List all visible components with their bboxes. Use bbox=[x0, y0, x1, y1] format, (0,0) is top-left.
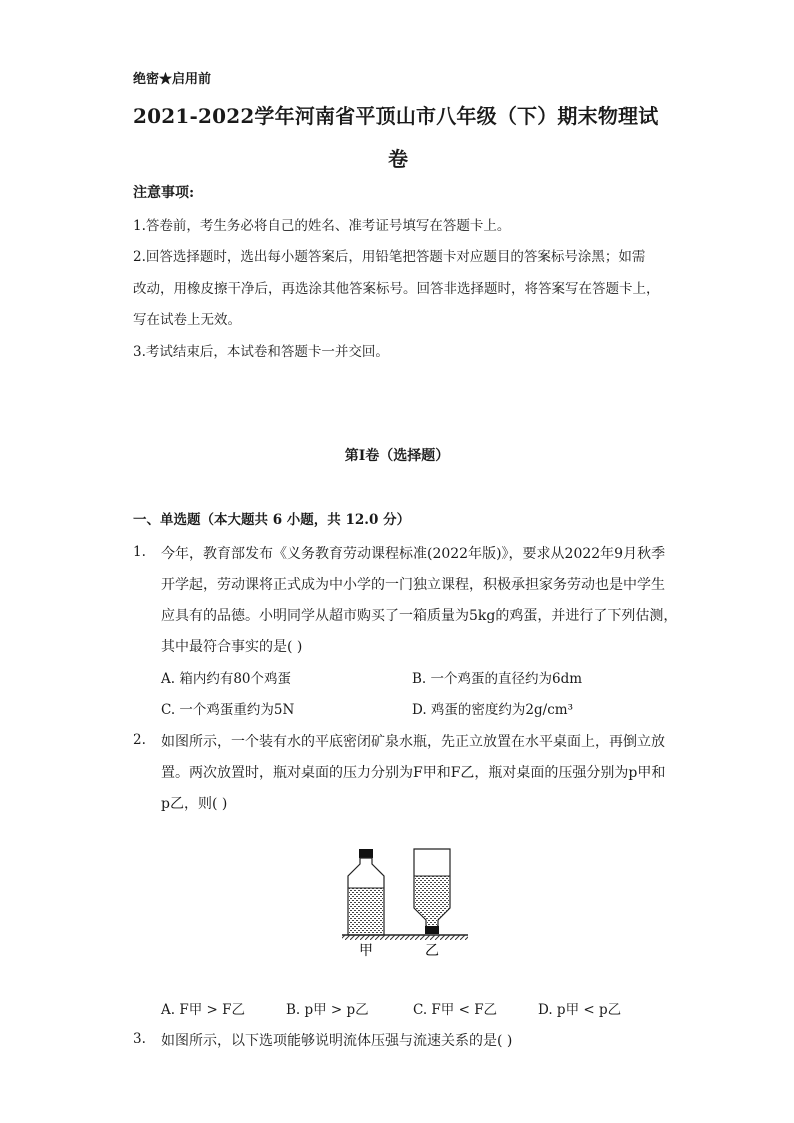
question-text-line: 如图所示，一个装有水的平底密闭矿泉水瓶，先正立放置在水平桌面上，再倒立放 bbox=[161, 734, 665, 750]
upright-bottle bbox=[348, 849, 384, 935]
question-number: 3. bbox=[133, 1031, 146, 1047]
question-text-line: p乙，则( ) bbox=[161, 796, 228, 812]
exam-title-continued: 卷 bbox=[388, 147, 408, 171]
option-a[interactable]: A. 箱内约有80个鸡蛋 bbox=[161, 671, 292, 687]
question-number: 1. bbox=[133, 544, 146, 560]
notice-line: 3.考试结束后，本试卷和答题卡一并交回。 bbox=[133, 344, 389, 360]
confidential-label: 绝密★启用前 bbox=[133, 72, 212, 87]
notice-line: 写在试卷上无效。 bbox=[133, 312, 241, 328]
option-a[interactable]: A. F甲 > F乙 bbox=[161, 1002, 245, 1018]
figure-label-right: 乙 bbox=[425, 943, 439, 959]
exam-title: 2021-2022学年河南省平顶山市八年级（下）期末物理试 bbox=[133, 104, 659, 128]
option-b[interactable]: B. 一个鸡蛋的直径约为6dm bbox=[412, 671, 583, 687]
notice-line: 2.回答选择题时，选出每小题答案后，用铅笔把答题卡对应题目的答案标号涂黑；如需 bbox=[133, 249, 646, 265]
question-text-line: 今年，教育部发布《义务教育劳动课程标准(2022年版)》，要求从2022年9月秋季 bbox=[161, 546, 666, 562]
figure-label-left: 甲 bbox=[359, 943, 373, 959]
question-text-line: 置。两次放置时，瓶对桌面的压力分别为F甲和F乙，瓶对桌面的压强分别为p甲和 bbox=[161, 765, 666, 781]
question-number: 2. bbox=[133, 732, 146, 748]
section-title: 第Ⅰ卷（选择题） bbox=[344, 448, 450, 464]
option-d[interactable]: D. 鸡蛋的密度约为2g/cm³ bbox=[412, 702, 573, 718]
question-text-line: 开学起，劳动课将正式成为中小学的一门独立课程，积极承担家务劳动也是中学生 bbox=[161, 577, 665, 593]
option-b[interactable]: B. p甲 > p乙 bbox=[286, 1002, 369, 1018]
option-c[interactable]: C. 一个鸡蛋重约为5N bbox=[161, 702, 295, 718]
question-text-line: 其中最符合事实的是( ) bbox=[161, 639, 303, 655]
question-text-line: 如图所示，以下选项能够说明流体压强与流速关系的是( ) bbox=[161, 1033, 513, 1049]
inverted-bottle bbox=[414, 849, 450, 934]
notice-line: 改动，用橡皮擦干净后，再选涂其他答案标号。回答非选择题时，将答案写在答题卡上， bbox=[133, 281, 660, 297]
notice-line: 1.答卷前，考生务必将自己的姓名、准考证号填写在答题卡上。 bbox=[133, 218, 511, 234]
table-surface bbox=[342, 935, 468, 940]
notice-title: 注意事项: bbox=[133, 185, 195, 201]
question-text-line: 应具有的品德。小明同学从超市购买了一箱质量为5kg的鸡蛋，并进行了下列估测， bbox=[161, 608, 678, 624]
option-d[interactable]: D. p甲 < p乙 bbox=[538, 1002, 622, 1018]
part-title: 一、单选题（本大题共 6 小题，共 12.0 分） bbox=[133, 512, 411, 528]
bottle-figure bbox=[340, 840, 470, 965]
option-c[interactable]: C. F甲 < F乙 bbox=[413, 1002, 498, 1018]
